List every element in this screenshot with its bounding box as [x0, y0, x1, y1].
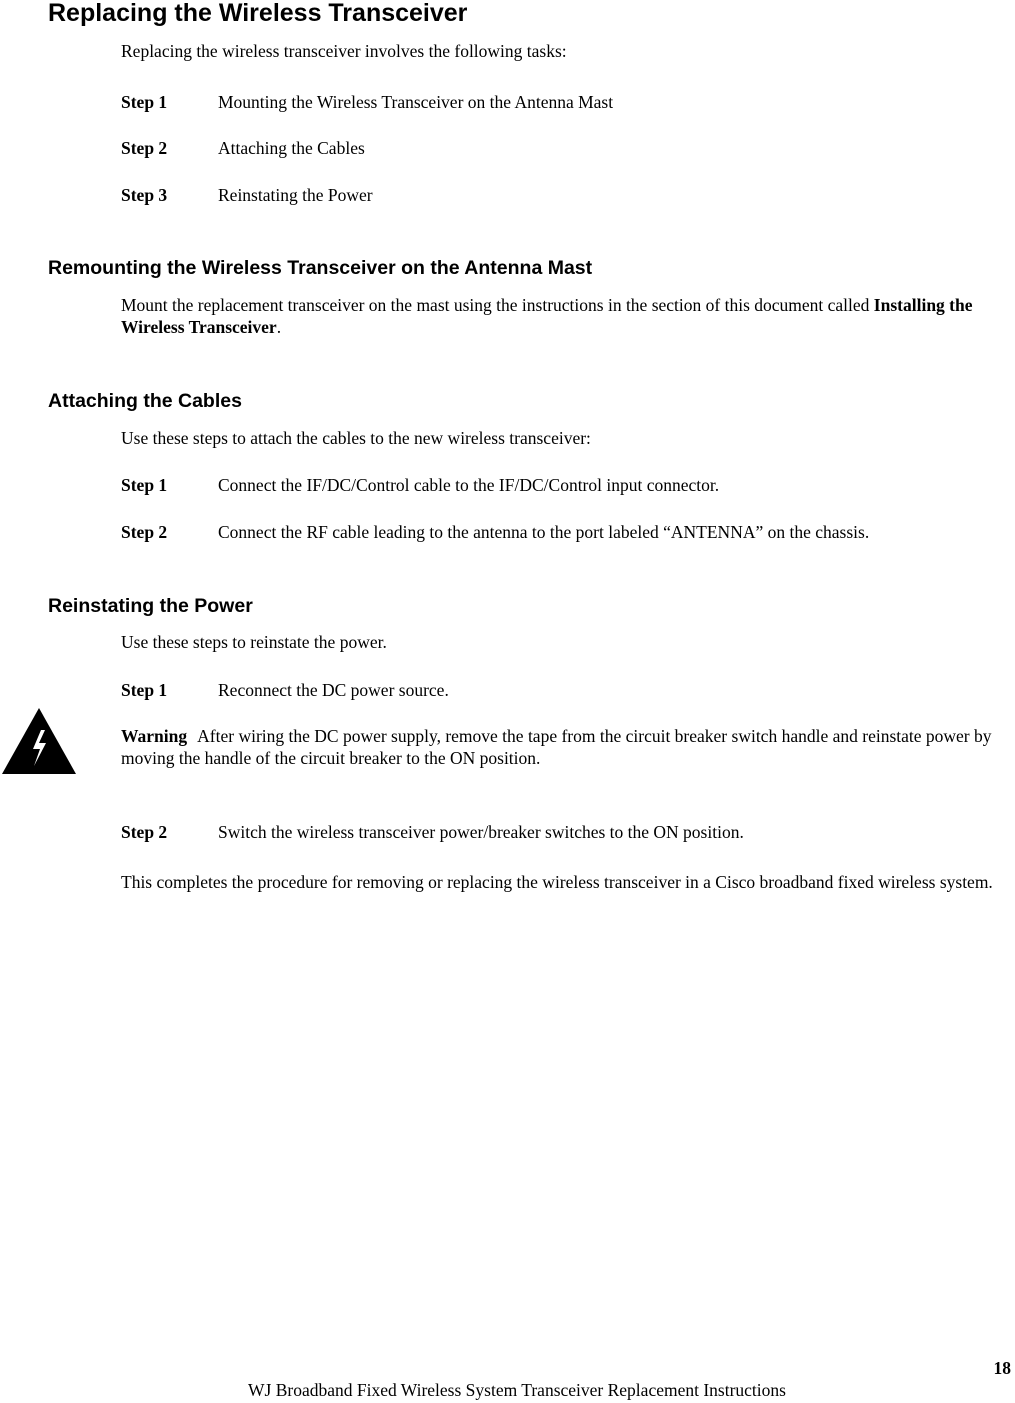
attaching-heading: Attaching the Cables	[48, 390, 242, 412]
step-text: Attaching the Cables	[218, 138, 365, 158]
step-text: Connect the RF cable leading to the antenna to the port labeled “ANTENNA” on the chassis.	[218, 522, 870, 542]
remounting-paragraph	[121, 294, 1013, 338]
step-text: Connect the IF/DC/Control cable to the IF/DC/Control input connector.	[218, 475, 720, 495]
warning-icon	[0, 706, 78, 776]
page-title: Replacing the Wireless Transceiver	[48, 0, 468, 27]
footer-title: WJ Broadband Fixed Wireless System Transceiver Replacement Instructions	[248, 1380, 786, 1400]
warning-note	[121, 725, 1013, 769]
reinstating-step-1	[121, 679, 449, 701]
replacing-step-2	[121, 137, 365, 159]
step-label: Step 1	[121, 680, 168, 700]
step-label: Step 2	[121, 522, 168, 542]
warning-text: After wiring the DC power supply, remove the tape from the circuit breaker switch handle and reinstate power by moving the handle of the circuit breaker to the ON position.	[121, 726, 992, 768]
remounting-text: Mount the replacement transceiver on the mast using the instructions in the section of this document called	[121, 295, 870, 315]
step-text: Switch the wireless transceiver power/breaker switches to the ON position.	[218, 822, 744, 842]
step-label: Step 1	[121, 92, 168, 112]
warning-label: Warning	[121, 726, 188, 746]
remounting-ref: Installing the Wireless Transceiver	[121, 295, 973, 337]
replacing-intro: Replacing the wireless transceiver involves the following tasks:	[121, 41, 567, 61]
reinstating-step-2	[121, 821, 744, 843]
reinstating-heading: Reinstating the Power	[48, 595, 253, 617]
attaching-step-1	[121, 474, 719, 496]
reinstating-intro: Use these steps to reinstate the power.	[121, 632, 387, 652]
page-number: 18	[993, 1358, 1011, 1378]
step-text: Reinstating the Power	[218, 185, 373, 205]
remounting-heading: Remounting the Wireless Transceiver on the Antenna Mast	[48, 257, 593, 279]
conclusion-paragraph: This completes the procedure for removing or replacing the wireless transceiver in a Cisco broadband fixed wireless system.	[121, 872, 993, 892]
step-label: Step 2	[121, 822, 168, 842]
remounting-ref-end: .	[276, 317, 282, 337]
replacing-step-3	[121, 184, 373, 206]
attaching-step-2	[121, 521, 869, 543]
step-label: Step 2	[121, 138, 168, 158]
step-label: Step 1	[121, 475, 168, 495]
step-text: Reconnect the DC power source.	[218, 680, 449, 700]
step-label: Step 3	[121, 185, 168, 205]
replacing-step-1	[121, 91, 613, 113]
step-text: Mounting the Wireless Transceiver on the Antenna Mast	[218, 92, 614, 112]
attaching-intro: Use these steps to attach the cables to the new wireless transceiver:	[121, 428, 591, 448]
